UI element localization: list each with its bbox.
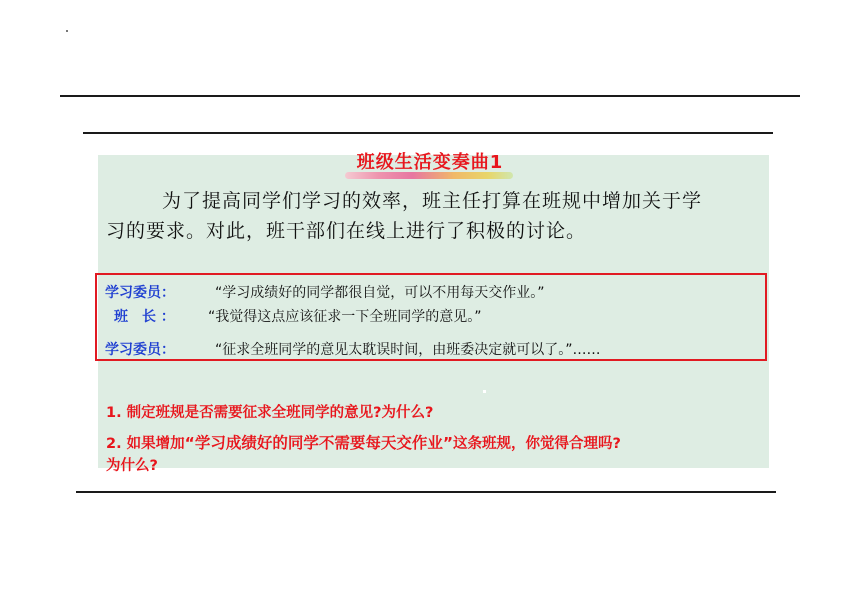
- decorative-mark: [483, 390, 486, 393]
- decorative-dot: [66, 30, 68, 32]
- speaker-label: 学习委员：: [105, 342, 175, 358]
- question-1: 1. 制定班规是否需要征求全班同学的意见?为什么?: [106, 405, 434, 421]
- speaker-label: 学习委员：: [105, 285, 175, 301]
- slide-title-wrap: [0, 148, 860, 174]
- question-2-suffix: 这条班规，你觉得合理吗?: [453, 436, 621, 452]
- question-2-prefix: 2. 如果增加: [106, 436, 185, 452]
- intro-paragraph: [106, 186, 766, 246]
- dialogue-row: [105, 282, 545, 302]
- intro-line-2: 习的要求。对此，班干部们在线上进行了积极的讨论。: [106, 220, 587, 242]
- slide-title: 班级生活变奏曲1: [356, 152, 504, 173]
- top-divider: [60, 95, 800, 97]
- question-2-highlight: “学习成绩好的同学不需要每天交作业”: [184, 434, 454, 452]
- card-top-divider: [83, 132, 773, 134]
- dialogue-row: [105, 339, 601, 359]
- dialogue-row: [114, 306, 482, 326]
- question-2: [106, 432, 766, 477]
- question-2-line-2: 为什么?: [106, 458, 158, 474]
- intro-line-1: 为了提高同学们学习的效率，班主任打算在班规中增加关于学: [162, 190, 703, 212]
- bottom-divider: [76, 491, 776, 493]
- dialogue-text: “我觉得这点应该征求一下全班同学的意见。”: [208, 309, 482, 325]
- dialogue-text: “征求全班同学的意见太耽误时间，由班委决定就可以了。”……: [215, 342, 601, 358]
- speaker-label: 班 长 ：: [114, 309, 175, 325]
- dialogue-text: “学习成绩好的同学都很自觉，可以不用每天交作业。”: [215, 285, 545, 301]
